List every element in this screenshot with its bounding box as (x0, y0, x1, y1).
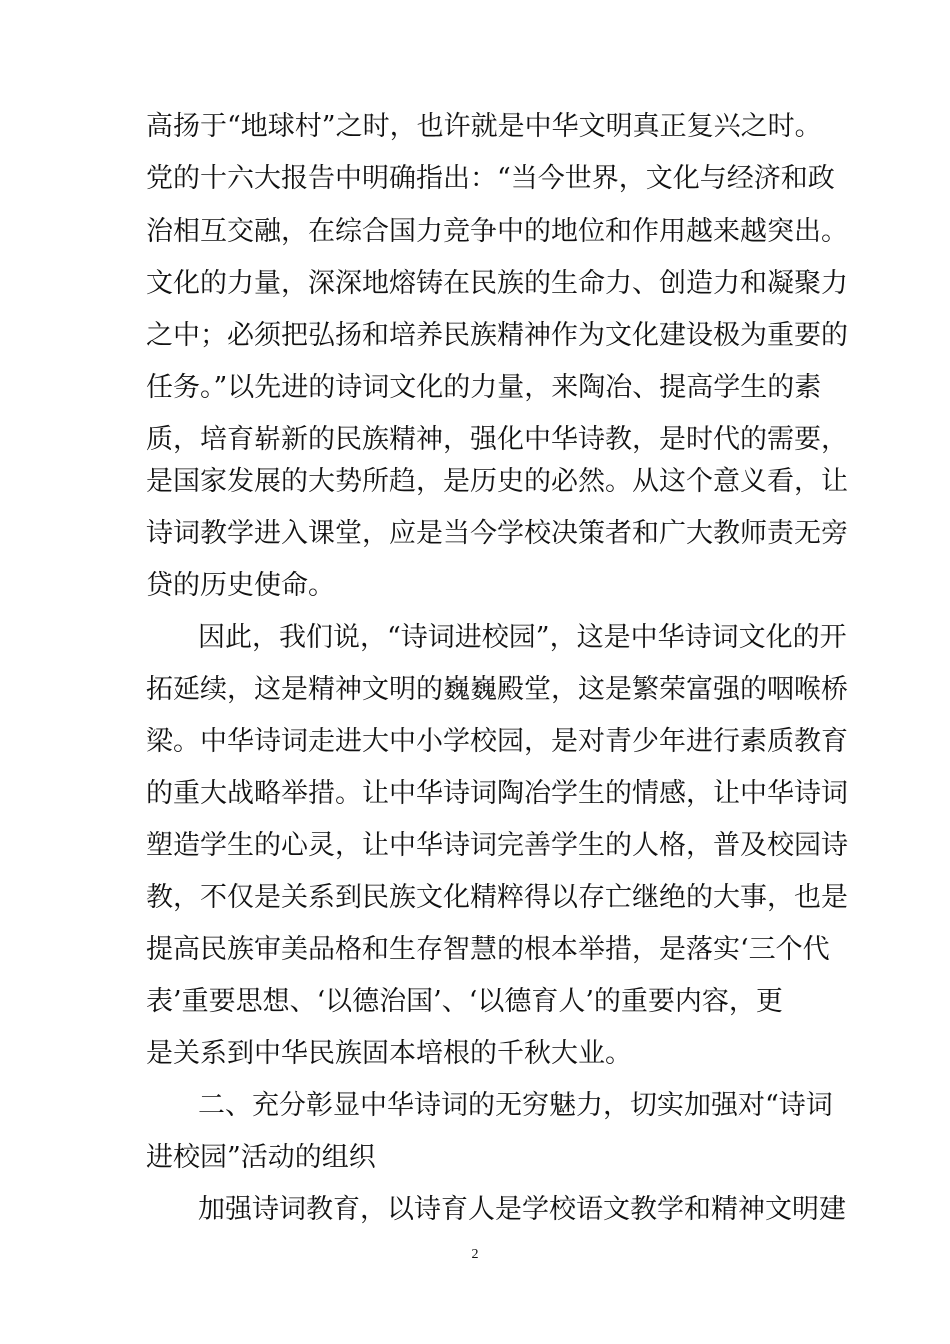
text-line: 文化的力量，深深地熔铸在民族的生命力、创造力和凝聚力 (146, 268, 848, 299)
text-line: 贷的历史使命。 (146, 570, 335, 601)
text-line: 加强诗词教育，以诗育人是学校语文教学和精神文明建 (198, 1194, 846, 1225)
text-line: 的重大战略举措。让中华诗词陶冶学生的情感，让中华诗词 (146, 778, 848, 809)
text-line: 是关系到中华民族固本培根的千秋大业。 (146, 1038, 632, 1069)
text-line: 是国家发展的大势所趋，是历史的必然。从这个意义看，让 (146, 466, 848, 497)
text-line: 拓延续，这是精神文明的巍巍殿堂，这是繁荣富强的咽喉桥 (146, 674, 848, 705)
text-line: 高扬于“地球村”之时，也许就是中华文明真正复兴之时。 (146, 111, 822, 142)
text-line: 提高民族审美品格和生存智慧的根本举措，是落实‘三个代 (146, 934, 830, 965)
text-line: 塑造学生的心灵，让中华诗词完善学生的人格，普及校园诗 (146, 830, 848, 861)
page-number: 2 (471, 1247, 479, 1262)
text-line: 因此，我们说，“诗词进校园”，这是中华诗词文化的开 (198, 622, 847, 653)
section-heading-line: 二、充分彰显中华诗词的无穷魅力，切实加强对“诗词 (198, 1090, 833, 1121)
text-line: 教，不仅是关系到民族文化精粹得以存亡继绝的大事，也是 (146, 882, 848, 913)
text-line: 梁。中华诗词走进大中小学校园，是对青少年进行素质教育 (146, 726, 848, 757)
text-line: 治相互交融，在综合国力竞争中的地位和作用越来越突出。 (146, 216, 848, 247)
text-line: 任务。”以先进的诗词文化的力量，来陶冶、提高学生的素 (146, 372, 822, 403)
text-line: 表’重要思想、‘以德治国’、‘以德育人’的重要内容，更 (146, 986, 783, 1017)
text-line: 质，培育崭新的民族精神，强化中华诗教，是时代的需要， (146, 424, 848, 455)
text-line: 之中；必须把弘扬和培养民族精神作为文化建设极为重要的 (146, 320, 848, 351)
section-heading-line: 进校园”活动的组织 (146, 1142, 376, 1173)
text-line: 诗词教学进入课堂，应是当今学校决策者和广大教师责无旁 (146, 518, 848, 549)
text-line: 党的十六大报告中明确指出：“当今世界，文化与经济和政 (146, 163, 835, 194)
